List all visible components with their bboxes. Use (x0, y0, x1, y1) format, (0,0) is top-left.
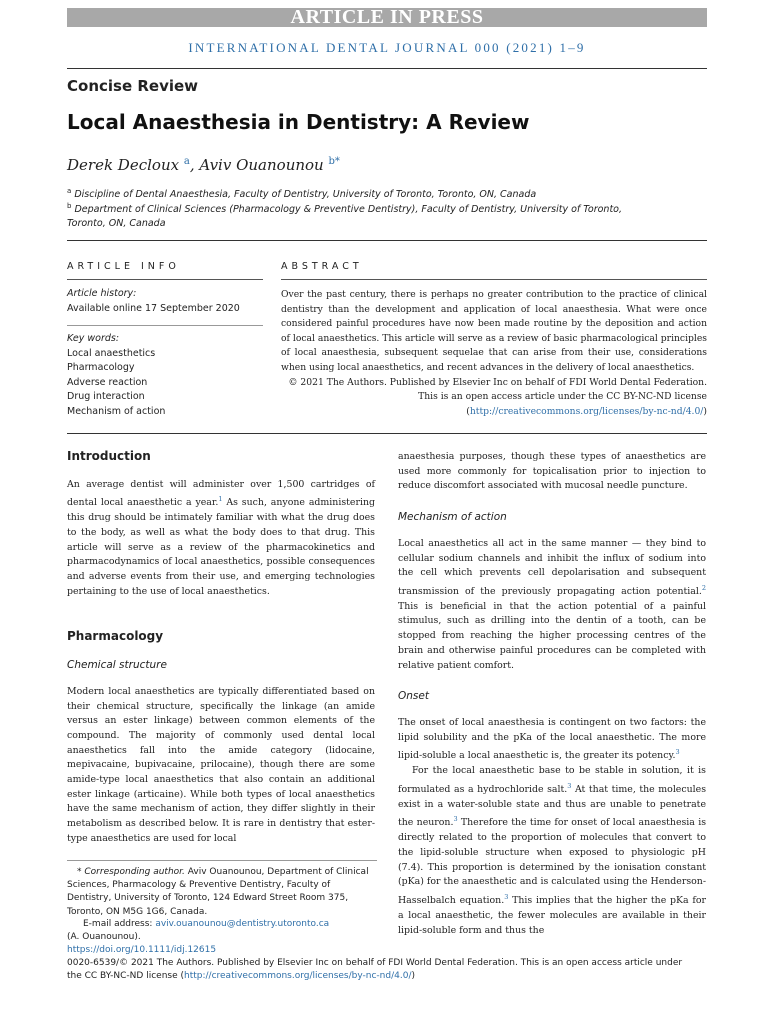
article-history-value: Available online 17 September 2020 (67, 302, 240, 314)
keyword-item: Mechanism of action (67, 405, 166, 417)
affiliation-text: Department of Clinical Sciences (Pharmacology & Preventive Dentistry), Faculty of Dentistry, University of Toronto, Toronto, ON, Canada (67, 204, 623, 230)
citation-link[interactable]: 3 (453, 815, 458, 824)
onset-text: Therefore the time for onset of local anaesthesia is directly related to the proportion of molecules that convert to the lipid-soluble structure when exposed to physiologic pH (7.4). This proportion is determined by the ionisation constant (pKa) for the anaesthetic and is calculated using the Henderson-Hasselbalch equation. (398, 817, 707, 907)
footnote-star: * (77, 867, 82, 877)
left-column (67, 449, 375, 847)
paren-open: ( (466, 405, 470, 417)
keyword-item: Adverse reaction (67, 376, 148, 388)
onset-text: For the local anaesthetic base to be stable in solution, it is formulated as a hydrochloride salt. (398, 765, 706, 796)
doi-line (67, 944, 707, 957)
abstract-body (281, 288, 707, 419)
footnote-text: Aviv Ouanounou, Department of Clinical Sciences, Pharmacology & Preventive Dentistry, Faculty of Dentistry, University of Toronto, 124 Edward Street Room 375, Toronto, ON M5G 1G6, Canada. (67, 867, 369, 917)
footnote-email (67, 918, 379, 931)
onset-text: At that time, the molecules exist in a water-soluble state and thus are unable to penetrate the neuron. (398, 784, 707, 829)
onset-paragraph-2 (398, 764, 706, 938)
keyword-item: Pharmacology (67, 362, 135, 374)
author-list (67, 156, 340, 174)
article-info-heading: ARTICLE INFO (67, 261, 180, 272)
author-name: Derek Decloux (67, 156, 180, 174)
header-rule (67, 68, 707, 69)
license-link[interactable]: http://creativecommons.org/licenses/by-nc-nd/4.0/ (469, 405, 704, 417)
subsection-heading-chemical-structure: Chemical structure (67, 659, 167, 672)
bottom-license-link[interactable]: http://creativecommons.org/licenses/by-nc-nd/4.0/ (184, 971, 412, 981)
email-link[interactable]: aviv.ouanounou@dentistry.utoronto.ca (155, 919, 330, 929)
intro-text: As such, anyone administering this drug should be intimately familiar with what the drug does to the body, as well as what the body does to that drug. This article will serve as a review of the pharmacokinetics and pharmacodynamics of local anaesthetics, possible consequences and adverse events from their use, and emerging technologies pertaining to the use of local anaesthetics. (67, 497, 375, 597)
right-column (398, 450, 706, 938)
license-prefix: the CC BY-NC-ND license ( (67, 971, 184, 981)
citation-link[interactable]: 3 (504, 893, 509, 902)
article-in-press-banner: ARTICLE IN PRESS (67, 8, 707, 27)
abstract-copyright: © 2021 The Authors. Published by Elsevier Inc on behalf of FDI World Dental Federation. (288, 376, 707, 388)
keywords-label: Key words: (67, 333, 120, 344)
citation-link[interactable]: 2 (701, 583, 706, 592)
author-affil-link[interactable]: a (183, 156, 190, 167)
intro-text: An average dentist will administer over 1,500 cartridges of dental local anaesthetic a year. (67, 478, 375, 509)
citation-link[interactable]: 3 (567, 781, 572, 790)
email-label: E-mail address: (83, 919, 156, 929)
article-info-rule (67, 279, 263, 280)
continuation-paragraph: anaesthesia purposes, though these types of anaesthetics are used more commonly for topicalisation prior to injection to reduce discomfort associated with mucosal needle puncture. (398, 451, 706, 492)
onset-paragraph-1 (398, 716, 706, 764)
corresponding-author-footnote (67, 866, 377, 919)
footnote-label: Corresponding author. (84, 867, 185, 877)
affiliation-b (67, 199, 627, 231)
intro-paragraph (67, 478, 375, 600)
footnote-rule (67, 860, 377, 861)
doi-link[interactable]: https://doi.org/10.1111/idj.12615 (67, 945, 217, 955)
abstract-rule (281, 279, 707, 280)
keywords-block (67, 332, 165, 420)
article-history (67, 287, 240, 316)
article-type: Concise Review (67, 77, 199, 95)
subsection-heading-mechanism: Mechanism of action (398, 511, 507, 524)
mechanism-text: This is beneficial in that the action potential of a painful stimulus, such as drilling into the dentin of a tooth, can be stopped from reaching the higher processing centres of the brain and otherwise painful procedures can be completed with relative patient comfort. (398, 600, 706, 671)
footnote-email-owner: (A. Ouanounou). (67, 932, 141, 942)
abstract-text: Over the past century, there is perhaps no greater contribution to the practice of clinical dentistry than the development and application of local anaesthesia. What were once considered painful procedures have now been made routine by the deposition and action of local anaesthetics. This article will serve as a review of basic pharmacological principles of local anaesthesia, subsequent sequelae that can arise from their use, considerations when using local anaesthetics, and recent advances in the delivery of local anaesthetics. (281, 289, 707, 373)
author-name: Aviv Ouanounou (199, 156, 324, 174)
mechanism-text: Local anaesthetics all act in the same manner — they bind to cellular sodium channels and inhibit the influx of sodium into the cell which prevents cell depolarisation and subsequent transmission of the previously propagating action potential. (398, 537, 706, 598)
section-heading-pharmacology: Pharmacology (67, 629, 164, 644)
affiliation-mark: b (67, 202, 72, 210)
license-line (67, 970, 707, 983)
subsection-heading-onset: Onset (398, 690, 429, 703)
article-history-label: Article history: (67, 288, 137, 299)
journal-header: INTERNATIONAL DENTAL JOURNAL 000 (2021) 1–9 (188, 40, 586, 55)
onset-text: This implies that the higher the pKa for a local anaesthetic, the fewer molecules are available in their lipid-soluble form and thus the (398, 895, 706, 936)
paren-close: ) (703, 405, 707, 417)
keywords-rule (67, 325, 263, 326)
abstract-heading: ABSTRACT (281, 261, 363, 272)
chemical-structure-paragraph: Modern local anaesthetics are typically differentiated based on their chemical structure, specifically the linkage (an amide versus an ester linkage) between common elements of the compound. The majority of commonly used dental local anaesthetics fall into the amide category (lidocaine, mepivacaine, bupivacaine, prilocaine), though there are some amide-type local anaesthetics that also contain an additional ester linkage (articaine). While both types of local anaesthetics have the same mechanism of action, they differ slightly in their metabolism as described below. It is rare in dentistry that ester-type anaesthetics are used for local (67, 685, 375, 844)
mechanism-paragraph (398, 537, 706, 673)
onset-text: The onset of local anaesthesia is contingent on two factors: the lipid solubility and the pKa of the local anaesthetic. The more lipid-soluble a local anaesthetic is, the greater its potency. (398, 716, 706, 762)
license-suffix: ) (411, 971, 415, 981)
abstract-license: This is an open access article under the CC BY-NC-ND license (418, 391, 707, 403)
info-top-rule (67, 240, 707, 241)
citation-link[interactable]: 3 (675, 748, 680, 757)
body-top-rule (67, 433, 707, 434)
citation-link[interactable]: 1 (218, 495, 223, 504)
keyword-item: Local anaesthetics (67, 347, 156, 359)
affiliation-text: Discipline of Dental Anaesthesia, Faculty of Dentistry, University of Toronto, Toronto, ON, Canada (74, 189, 537, 201)
affiliation-mark: a (67, 187, 72, 195)
article-title: Local Anaesthesia in Dentistry: A Review (67, 110, 530, 134)
author-separator: , (189, 156, 200, 174)
copyright-line: 0020-6539/© 2021 The Authors. Published by Elsevier Inc on behalf of FDI World Dental Federation. This is an open access article under (67, 958, 683, 968)
section-heading-introduction: Introduction (67, 449, 151, 463)
abstract-license-link-line (281, 405, 707, 420)
author-affil-link[interactable]: b* (328, 156, 340, 167)
keyword-item: Drug interaction (67, 391, 145, 403)
